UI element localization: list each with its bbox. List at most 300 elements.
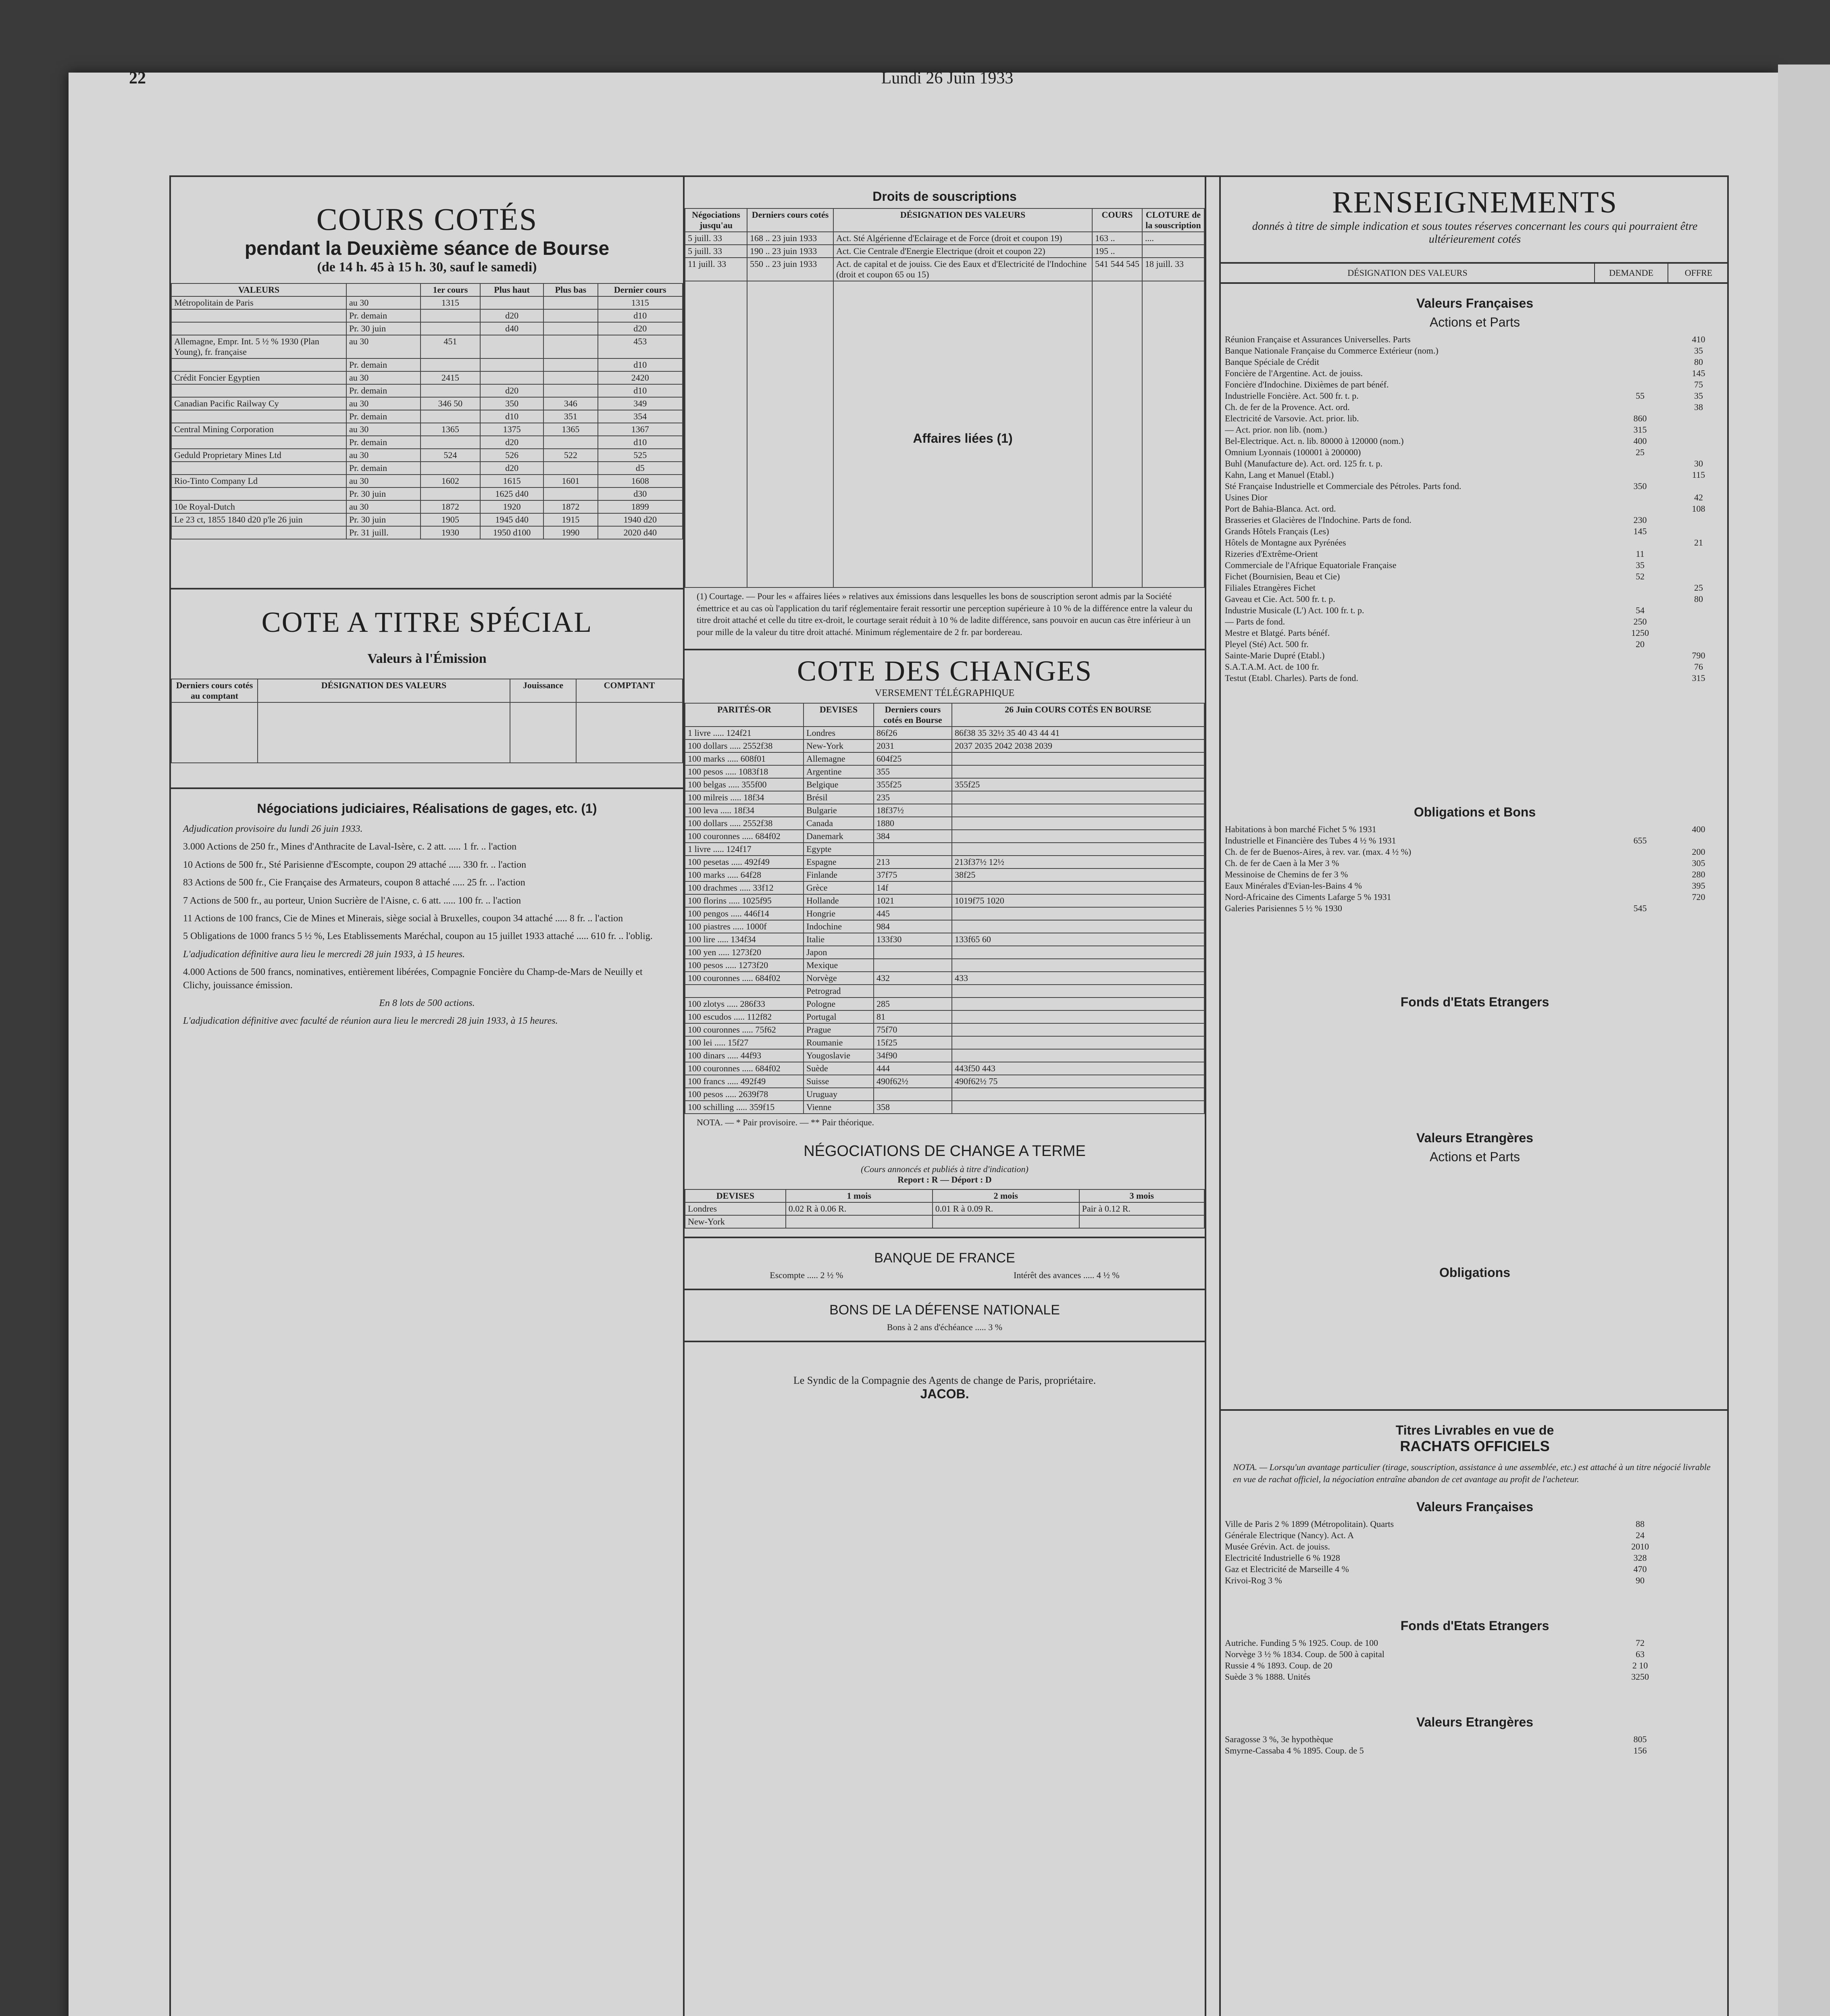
cell-devise: Hongrie <box>804 907 874 920</box>
list-item: 5 Obligations de 1000 francs 5 ½ %, Les Etablissements Maréchal, coupon au 15 juillet 1933 attaché ..... 610 fr. .. l'oblig. <box>183 931 653 942</box>
cell-parite: 100 belgas ..... 355f00 <box>685 778 804 791</box>
cell-dernier: 213 <box>874 856 952 868</box>
cell-ph: 1375 <box>480 423 543 436</box>
table-row <box>685 868 1204 881</box>
item-demande: 156 <box>1633 1745 1647 1756</box>
cell-parite <box>685 985 804 998</box>
cell-ph: d20 <box>480 384 543 397</box>
obligations-bons-heading: Obligations et Bons <box>1414 805 1536 819</box>
renseignements-header <box>1221 262 1729 284</box>
rachats-fonds-list <box>1221 1637 1729 1683</box>
cell-terme: Pr. demain <box>346 358 421 371</box>
table-row <box>685 843 1204 856</box>
cell-ph: 350 <box>480 397 543 410</box>
cell-cours: 490f62½ 75 <box>952 1075 1204 1088</box>
cell-cours: 1019f75 1020 <box>952 894 1204 907</box>
cell-cours <box>952 1023 1204 1036</box>
cell-dc: d5 <box>598 462 683 475</box>
cell-ph <box>480 296 543 309</box>
item-offre: 30 <box>1694 458 1703 469</box>
cell-dc: d10 <box>598 384 683 397</box>
list-item <box>1221 858 1729 869</box>
item-name: Norvège 3 ½ % 1834. Coup. de 500 à capital <box>1225 1649 1384 1660</box>
cell-valeur: Le 23 ct, 1855 1840 d20 p'le 26 juin <box>171 513 346 526</box>
col-derniers-cours: Derniers cours cotés au comptant <box>171 679 258 702</box>
definitive-1: L'adjudication définitive aura lieu le mercredi 28 juin 1933, à 15 heures. <box>183 949 465 960</box>
cell-ph: d40 <box>480 322 543 335</box>
item-offre: 35 <box>1694 346 1703 356</box>
item-name: Banque Nationale Française du Commerce Extérieur (nom.) <box>1225 346 1439 356</box>
column-renseignements <box>1219 177 1729 2016</box>
cell-devise: Pologne <box>804 998 874 1010</box>
adjacent-page-edge <box>1778 65 1830 2016</box>
cell-pb: 1872 <box>543 500 598 513</box>
cell-ph: 1950 d100 <box>480 526 543 539</box>
item-name: Industrielle et Financière des Tubes 4 ½ % 1931 <box>1225 835 1396 846</box>
cell-devise: Bulgarie <box>804 804 874 817</box>
terme-title: NÉGOCIATIONS DE CHANGE A TERME <box>804 1143 1086 1160</box>
cell-dernier <box>874 959 952 972</box>
cell-cloture: .... <box>1142 232 1204 245</box>
cote-special-title: COTE A TITRE SPÉCIAL <box>261 606 593 638</box>
list-item <box>1221 1745 1729 1756</box>
cell-cours: 168 .. 23 juin 1933 <box>747 232 833 245</box>
cell-m1: 0.02 R à 0.06 R. <box>786 1202 933 1215</box>
table-row <box>685 985 1204 998</box>
item-name: Electricité de Varsovie. Act. prior. lib. <box>1225 413 1359 423</box>
cell-dc: 1940 d20 <box>598 513 683 526</box>
item-offre <box>1672 1541 1725 1552</box>
list-item <box>1221 1518 1729 1530</box>
table-row <box>685 804 1204 817</box>
item-demande <box>1608 650 1672 661</box>
col-designation-valeurs: DÉSIGNATION DES VALEURS <box>833 208 1092 232</box>
item-name: Industrielle Foncière. Act. 500 fr. t. p. <box>1225 391 1359 401</box>
item-offre <box>1672 560 1725 571</box>
item-offre <box>1672 1672 1725 1682</box>
table-row <box>685 881 1204 894</box>
cell-c1 <box>421 410 480 423</box>
item-name: Brasseries et Glacières de l'Indochine. Parts de fond. <box>1225 515 1412 525</box>
cell-terme: au 30 <box>346 397 421 410</box>
col-negociations: Négociations jusqu'au <box>685 208 747 232</box>
cell-terme: Pr. demain <box>346 309 421 322</box>
table-row <box>685 727 1204 739</box>
item-name: Omnium Lyonnais (100001 à 200000) <box>1225 447 1361 457</box>
cell-parite: 100 couronnes ..... 684f02 <box>685 972 804 985</box>
list-item <box>1221 846 1729 858</box>
cell-pb: 1365 <box>543 423 598 436</box>
cell-devise: Vienne <box>804 1101 874 1114</box>
item-demande: 328 <box>1633 1553 1647 1563</box>
list-item: 3.000 Actions de 250 fr., Mines d'Anthracite de Laval-Isère, c. 2 att. ..... 1 fr. .. l'action <box>183 841 517 852</box>
item-demande <box>1608 537 1672 548</box>
cell-dernier: 37f75 <box>874 868 952 881</box>
cell-dc: d30 <box>598 487 683 500</box>
cell-devise: Mexique <box>804 959 874 972</box>
cell-dernier: 15f25 <box>874 1036 952 1049</box>
cell-dernier: 18f37½ <box>874 804 952 817</box>
cell-c1: 1905 <box>421 513 480 526</box>
cell-pb <box>543 436 598 449</box>
table-row <box>685 1088 1204 1101</box>
list-item <box>1221 1530 1729 1541</box>
item-demande: 54 <box>1636 605 1645 615</box>
cell-pb <box>543 371 598 384</box>
item-demande: 52 <box>1636 571 1645 581</box>
list-item <box>1221 526 1729 537</box>
list-item <box>1221 548 1729 560</box>
cell-dernier: 984 <box>874 920 952 933</box>
cell-dc: 2020 d40 <box>598 526 683 539</box>
item-name: Filiales Etrangères Fichet <box>1225 583 1316 593</box>
cell-dernier <box>874 985 952 998</box>
cell-cours <box>952 830 1204 843</box>
cell-ph: 1920 <box>480 500 543 513</box>
cell-ph <box>480 371 543 384</box>
col-cours-cotes: 26 Juin COURS COTÉS EN BOURSE <box>952 703 1204 727</box>
terme-legend: Report : R — Déport : D <box>897 1175 992 1185</box>
item-name: Fichet (Bournisien, Beau et Cie) <box>1225 571 1340 581</box>
cell-parite: 100 pesos ..... 1273f20 <box>685 959 804 972</box>
item-demande: 1250 <box>1631 628 1649 638</box>
item-offre <box>1672 1530 1725 1541</box>
cell-cours <box>952 791 1204 804</box>
item-name: Industrie Musicale (L') Act. 100 fr. t. p. <box>1225 605 1364 615</box>
col-terme-devises: DEVISES <box>685 1189 786 1202</box>
cell-devise: Brésil <box>804 791 874 804</box>
table-row <box>685 894 1204 907</box>
item-demande <box>1608 470 1672 480</box>
cell-valeur: Métropolitain de Paris <box>171 296 346 309</box>
item-name: Buhl (Manufacture de). Act. ord. 125 fr. t. p. <box>1225 458 1383 469</box>
list-item <box>1221 594 1729 605</box>
column-souscriptions-changes <box>685 177 1206 2016</box>
cell-parite: 100 couronnes ..... 75f62 <box>685 1023 804 1036</box>
negociations-title: Négociations judiciaires, Réalisations de gages, etc. (1) <box>257 801 597 816</box>
table-row <box>171 309 683 322</box>
list-item <box>1221 1575 1729 1586</box>
table-row <box>171 436 683 449</box>
cell-cours: 190 .. 23 juin 1933 <box>747 245 833 258</box>
list-item <box>1221 368 1729 379</box>
cell-dernier: 34f90 <box>874 1049 952 1062</box>
table-row <box>171 487 683 500</box>
item-offre: 410 <box>1692 334 1705 344</box>
cell-cours: 443f50 443 <box>952 1062 1204 1075</box>
cell-dernier: 133f30 <box>874 933 952 946</box>
cell-devise: New-York <box>685 1215 786 1228</box>
item-demande: 55 <box>1636 391 1645 401</box>
item-offre <box>1672 549 1725 559</box>
table-row <box>685 1202 1204 1215</box>
cell-dc: 1367 <box>598 423 683 436</box>
list-item <box>1221 1671 1729 1683</box>
list-item <box>1221 639 1729 650</box>
cell-terme: Pr. demain <box>346 462 421 475</box>
item-offre <box>1672 1564 1725 1574</box>
cell-devise: Londres <box>685 1202 786 1215</box>
item-offre: 720 <box>1692 892 1705 902</box>
cell-pb: 522 <box>543 449 598 462</box>
cell-cours <box>952 1010 1204 1023</box>
banque-avances: Intérêt des avances ..... 4 ½ % <box>1014 1270 1120 1281</box>
item-name: Eaux Minérales d'Evian-les-Bains 4 % <box>1225 881 1362 891</box>
col-rens-offre: OFFRE <box>1668 264 1729 282</box>
col-comptant: COMPTANT <box>576 679 683 702</box>
cell-pb: 346 <box>543 397 598 410</box>
list-item: 10 Actions de 500 fr., Sté Parisienne d'Escompte, coupon 29 attaché ..... 330 fr. .. l'action <box>183 859 527 870</box>
cell-c1 <box>421 436 480 449</box>
cell-cours: 2037 2035 2042 2038 2039 <box>952 739 1204 752</box>
item-demande <box>1608 334 1672 345</box>
cell-devise: Portugal <box>804 1010 874 1023</box>
item-offre <box>1672 447 1725 458</box>
rachats-fr-list <box>1221 1518 1729 1586</box>
banque-title: BANQUE DE FRANCE <box>874 1250 1015 1266</box>
cours-cotes-table <box>171 283 683 539</box>
item-name: Ch. de fer de Buenos-Aires, à rev. var. (max. 4 ½ %) <box>1225 847 1412 857</box>
col-dernier-cours: Dernier cours <box>598 283 683 296</box>
table-row <box>685 765 1204 778</box>
table-row <box>171 371 683 384</box>
col-1-mois: 1 mois <box>786 1189 933 1202</box>
cours-cotes-title: COURS COTÉS <box>316 202 538 237</box>
page-frame <box>169 175 1729 2016</box>
table-row <box>685 232 1204 245</box>
item-name: Mestre et Blatgé. Parts bénéf. <box>1225 628 1330 638</box>
cell-parite: 100 dollars ..... 2552f38 <box>685 817 804 830</box>
table-row <box>685 946 1204 959</box>
list-item: 83 Actions de 500 fr., Cie Française des Armateurs, coupon 8 attaché ..... 25 fr. .. l'action <box>183 877 525 888</box>
cell-dernier: 285 <box>874 998 952 1010</box>
changes-note: NOTA. — * Pair provisoire. — ** Pair théorique. <box>697 1117 874 1127</box>
cell-valeur <box>171 309 346 322</box>
cell-devise: Belgique <box>804 778 874 791</box>
item-demande <box>1608 458 1672 469</box>
item-name: Kahn, Lang et Manuel (Etabl.) <box>1225 470 1334 480</box>
item-offre: 42 <box>1694 492 1703 502</box>
cell-c1 <box>421 462 480 475</box>
valeurs-etrangeres-heading: Valeurs Etrangères <box>1416 1131 1533 1145</box>
item-offre <box>1672 526 1725 537</box>
cell-dc: 349 <box>598 397 683 410</box>
cell-terme: au 30 <box>346 449 421 462</box>
item-offre: 21 <box>1694 537 1703 548</box>
cell-devise: Allemagne <box>804 752 874 765</box>
item-offre <box>1672 628 1725 638</box>
cell-dernier: 432 <box>874 972 952 985</box>
cell-c1: 1365 <box>421 423 480 436</box>
table-row <box>685 258 1204 281</box>
item-offre: 25 <box>1694 583 1703 593</box>
cell-dc: d10 <box>598 309 683 322</box>
col-2-mois: 2 mois <box>933 1189 1079 1202</box>
cell-devise: Indochine <box>804 920 874 933</box>
cell-valeur: Crédit Foncier Egyptien <box>171 371 346 384</box>
cell-cours: 213f37½ 12½ <box>952 856 1204 868</box>
item-demande <box>1608 881 1672 891</box>
list-item <box>1221 1637 1729 1649</box>
cell-terme: Pr. 30 juin <box>346 513 421 526</box>
list-item <box>1221 1734 1729 1745</box>
col-rens-demande: DEMANDE <box>1594 264 1668 282</box>
rachats-fr-heading: Valeurs Françaises <box>1416 1500 1533 1514</box>
cell-dc: d20 <box>598 322 683 335</box>
item-offre <box>1672 1638 1725 1648</box>
cell-terme: au 30 <box>346 475 421 487</box>
table-row <box>685 1049 1204 1062</box>
cell-parite: 1 livre ..... 124f17 <box>685 843 804 856</box>
cell-parite: 100 francs ..... 492f49 <box>685 1075 804 1088</box>
cell-date: 5 juill. 33 <box>685 245 747 258</box>
table-row <box>685 830 1204 843</box>
table-row <box>685 907 1204 920</box>
col-valeurs: VALEURS <box>171 283 346 296</box>
item-name: Electricité Industrielle 6 % 1928 <box>1225 1553 1340 1563</box>
cell-c1 <box>421 322 480 335</box>
cell-cours <box>952 907 1204 920</box>
item-offre <box>1672 616 1725 627</box>
cell-cours: 355f25 <box>952 778 1204 791</box>
cell-valeur <box>171 322 346 335</box>
cell-valeur: Central Mining Corporation <box>171 423 346 436</box>
cell-cours: 86f38 35 32½ 35 40 43 44 41 <box>952 727 1204 739</box>
table-row <box>171 397 683 410</box>
item-offre <box>1672 413 1725 424</box>
cell-devise: Hollande <box>804 894 874 907</box>
cell-devise: Yougoslavie <box>804 1049 874 1062</box>
cell-ph <box>480 335 543 358</box>
cell-ph: d20 <box>480 309 543 322</box>
item-offre <box>1672 1575 1725 1586</box>
cell-ph: d20 <box>480 436 543 449</box>
footer-line: Le Syndic de la Compagnie des Agents de change de Paris, propriétaire. <box>793 1375 1096 1387</box>
cell-ph: 1625 d40 <box>480 487 543 500</box>
item-name: S.A.T.A.M. Act. de 100 fr. <box>1225 662 1319 672</box>
item-offre: 35 <box>1694 391 1703 401</box>
table-row <box>685 1010 1204 1023</box>
cell-ph <box>480 358 543 371</box>
cell-terme: au 30 <box>346 423 421 436</box>
cell-parite: 100 pesos ..... 1083f18 <box>685 765 804 778</box>
col-designation: DÉSIGNATION DES VALEURS <box>258 679 510 702</box>
list-item <box>1221 413 1729 424</box>
item-demande: 655 <box>1633 835 1647 846</box>
table-row <box>171 500 683 513</box>
cell-dc: 453 <box>598 335 683 358</box>
cell-cote: 163 .. <box>1092 232 1142 245</box>
item-name: Rizeries d'Extrême-Orient <box>1225 549 1318 559</box>
valeurs-francaises-heading: Valeurs Françaises <box>1416 296 1533 310</box>
cell-dernier: 1021 <box>874 894 952 907</box>
list-item <box>1221 627 1729 639</box>
list-item <box>1221 402 1729 413</box>
item-name: Suède 3 % 1888. Unités <box>1225 1672 1311 1682</box>
fonds-etrangers-heading: Fonds d'Etats Etrangers <box>1400 995 1549 1009</box>
cell-date: 11 juill. 33 <box>685 258 747 281</box>
cell-parite: 100 couronnes ..... 684f02 <box>685 830 804 843</box>
cell-cours: 550 .. 23 juin 1933 <box>747 258 833 281</box>
cell-c1: 1602 <box>421 475 480 487</box>
cell-devise: Petrograd <box>804 985 874 998</box>
list-item <box>1221 469 1729 481</box>
cell-devise: Norvège <box>804 972 874 985</box>
col-devises: DEVISES <box>804 703 874 727</box>
table-row <box>171 449 683 462</box>
cell-ph: 1945 d40 <box>480 513 543 526</box>
cell-terme: Pr. 30 juin <box>346 322 421 335</box>
item-name: Testut (Etabl. Charles). Parts de fond. <box>1225 673 1358 683</box>
lot-text: 4.000 Actions de 500 francs, nominatives, entièrement libérées, Compagnie Foncière du Champ-de-Mars de Neuilly et Clichy, jouissance émission. <box>183 967 643 991</box>
col-3-mois: 3 mois <box>1079 1189 1204 1202</box>
actions-parts-heading: Actions et Parts <box>1429 315 1520 329</box>
cell-devise: Finlande <box>804 868 874 881</box>
cell-pb <box>543 322 598 335</box>
page-number: 22 <box>129 69 146 87</box>
item-offre: 400 <box>1692 824 1705 834</box>
cell-terme: Pr. demain <box>346 436 421 449</box>
cell-parite: 100 lire ..... 134f34 <box>685 933 804 946</box>
cell-dc: 1608 <box>598 475 683 487</box>
cell-ph: 526 <box>480 449 543 462</box>
list-item <box>1221 435 1729 447</box>
list-item <box>1221 537 1729 548</box>
cell-dc: 2420 <box>598 371 683 384</box>
item-name: Galeries Parisiennes 5 ½ % 1930 <box>1225 903 1342 913</box>
cell-cours <box>952 998 1204 1010</box>
cell-ph: 1615 <box>480 475 543 487</box>
item-offre <box>1672 1745 1725 1756</box>
cell-cours <box>952 881 1204 894</box>
item-demande: 35 <box>1636 560 1645 570</box>
table-row <box>685 739 1204 752</box>
cell-dernier: 14f <box>874 881 952 894</box>
item-offre <box>1672 436 1725 446</box>
cell-parite: 100 dollars ..... 2552f38 <box>685 739 804 752</box>
cell-devise: Londres <box>804 727 874 739</box>
table-row <box>685 1101 1204 1114</box>
item-offre: 395 <box>1692 881 1705 891</box>
item-offre: 75 <box>1694 379 1703 389</box>
cell-valeur: Allemagne, Empr. Int. 5 ½ % 1930 (Plan Young), fr. française <box>171 335 346 358</box>
cell-c1: 346 50 <box>421 397 480 410</box>
cell-pb <box>543 335 598 358</box>
item-name: Nord-Africaine des Ciments Lafarge 5 % 1931 <box>1225 892 1391 902</box>
table-row <box>171 475 683 487</box>
cell-devise: Uruguay <box>804 1088 874 1101</box>
table-row <box>685 778 1204 791</box>
item-name: Krivoi-Rog 3 % <box>1225 1575 1282 1586</box>
cours-cotes-header-row <box>171 283 683 296</box>
table-row <box>685 1036 1204 1049</box>
cell-pb: 1601 <box>543 475 598 487</box>
cell-parite: 100 milreis ..... 18f34 <box>685 791 804 804</box>
cell-c1: 1930 <box>421 526 480 539</box>
item-offre <box>1672 605 1725 616</box>
item-name: Saragosse 3 %, 3e hypothèque <box>1225 1734 1333 1745</box>
item-offre: 108 <box>1692 504 1705 514</box>
lot-title: En 8 lots de 500 actions. <box>379 998 475 1008</box>
item-demande: 470 <box>1633 1564 1647 1574</box>
cell-dernier <box>874 1088 952 1101</box>
cell-terme: au 30 <box>346 296 421 309</box>
rachats-etr-list <box>1221 1734 1729 1756</box>
list-item <box>1221 903 1729 914</box>
cell-pb <box>543 309 598 322</box>
list-item: 7 Actions de 500 fr., au porteur, Union Sucrière de l'Aisne, c. 6 att. ..... 100 fr. .. l'action <box>183 895 521 906</box>
adjudication-heading: Adjudication provisoire du lundi 26 juin 1933. <box>183 824 363 834</box>
